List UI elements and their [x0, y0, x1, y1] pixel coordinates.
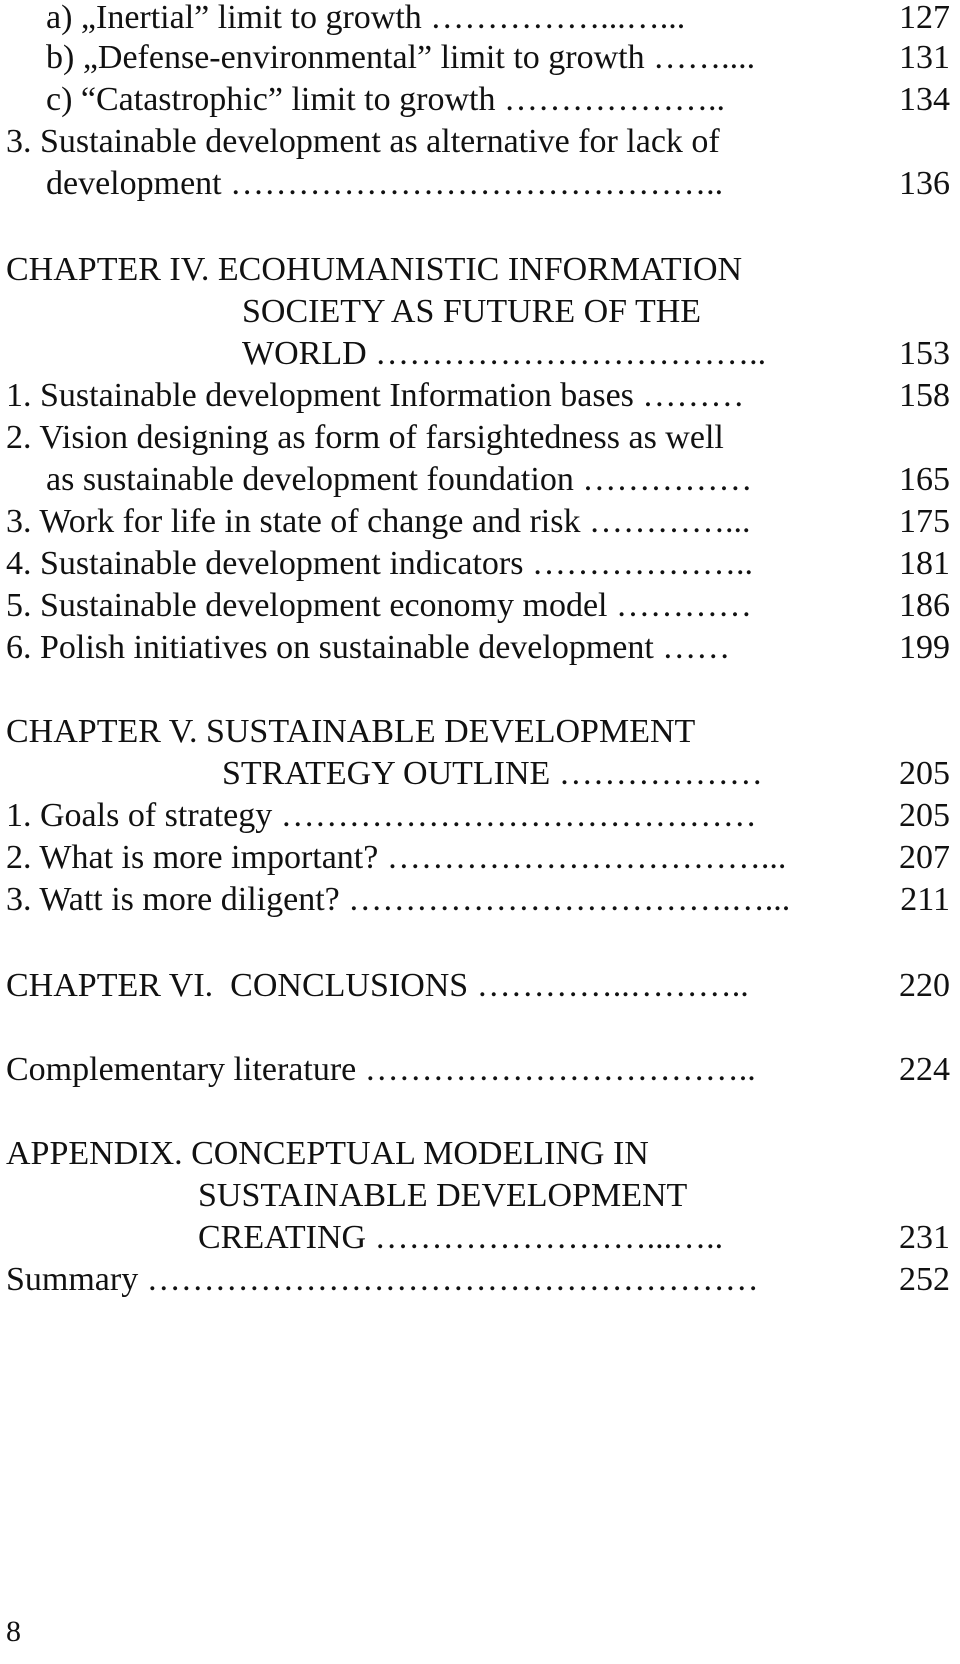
- toc-entry: development ……………………………………..: [46, 165, 724, 202]
- chapter-heading: CHAPTER IV. ECOHUMANISTIC INFORMATION: [6, 251, 743, 288]
- toc-page-number: 205: [899, 797, 950, 834]
- toc-entry: 3. Watt is more diligent? …………………………….…...: [6, 881, 791, 918]
- toc-page-number: [870, 1134, 950, 1174]
- toc-page-number: 165: [899, 461, 950, 498]
- toc-page-number: [870, 1176, 950, 1216]
- toc-page-number: 175: [899, 503, 950, 540]
- toc-page-number: [870, 122, 950, 162]
- toc-entry: 1. Sustainable development Information bases ………: [6, 377, 745, 414]
- toc-page-number: 131: [899, 39, 950, 76]
- toc-entry: c) “Catastrophic” limit to growth ………………..: [46, 81, 725, 118]
- toc-page-number: 199: [899, 629, 950, 666]
- toc-entry: b) „Defense-environmental” limit to growth ……....: [46, 39, 756, 76]
- toc-page-number: 127: [899, 0, 950, 36]
- toc-page-number: 136: [899, 165, 950, 202]
- chapter-heading: SUSTAINABLE DEVELOPMENT: [198, 1177, 688, 1214]
- toc-page-number: [870, 712, 950, 752]
- toc-page-number: 252: [899, 1261, 950, 1298]
- toc-page-number: 181: [899, 545, 950, 582]
- toc-entry: 5. Sustainable development economy model …………: [6, 587, 752, 624]
- toc-page-number: 224: [899, 1051, 950, 1088]
- page-number-folio: 8: [6, 1615, 21, 1648]
- toc-entry: 2. What is more important? ……………………………...: [6, 839, 787, 876]
- toc-page-number: [870, 292, 950, 332]
- toc-page-number: 231: [899, 1219, 950, 1256]
- toc-entry: 2. Vision designing as form of farsightedness as well: [6, 419, 724, 456]
- toc-page-number: 153: [899, 335, 950, 372]
- toc-entry: 3. Work for life in state of change and risk …………...: [6, 503, 751, 540]
- toc-page-number: 220: [899, 967, 950, 1004]
- chapter-heading: CHAPTER V. SUSTAINABLE DEVELOPMENT: [6, 713, 696, 750]
- toc-page-number: [870, 250, 950, 290]
- toc-page-number: 205: [899, 755, 950, 792]
- chapter-heading: STRATEGY OUTLINE ………………: [222, 755, 763, 792]
- toc-entry: 4. Sustainable development indicators ………………..: [6, 545, 753, 582]
- toc-page-number: 134: [899, 81, 950, 118]
- chapter-heading: CHAPTER VI. CONCLUSIONS …………..………..: [6, 967, 749, 1004]
- toc-entry: as sustainable development foundation ……………: [46, 461, 753, 498]
- toc-page-number: [870, 418, 950, 458]
- toc-page-number: 207: [899, 839, 950, 876]
- chapter-heading: APPENDIX. CONCEPTUAL MODELING IN: [6, 1135, 649, 1172]
- toc-entry: Complementary literature ……………………………..: [6, 1051, 756, 1088]
- toc-page-number: 186: [899, 587, 950, 624]
- toc-entry: 6. Polish initiatives on sustainable development ……: [6, 629, 731, 666]
- toc-entry: 3. Sustainable development as alternative for lack of: [6, 123, 720, 160]
- chapter-heading: WORLD ……………………………..: [242, 335, 767, 372]
- toc-entry: a) „Inertial” limit to growth ……………...…...: [46, 0, 686, 36]
- toc-entry: Summary ………………………………………………: [6, 1261, 759, 1298]
- chapter-heading: CREATING ……………………...…..: [198, 1219, 724, 1256]
- toc-entry: 1. Goals of strategy ……………………………………: [6, 797, 757, 834]
- chapter-heading: SOCIETY AS FUTURE OF THE: [242, 293, 702, 330]
- toc-page-number: 211: [900, 881, 950, 918]
- toc-page-number: 158: [899, 377, 950, 414]
